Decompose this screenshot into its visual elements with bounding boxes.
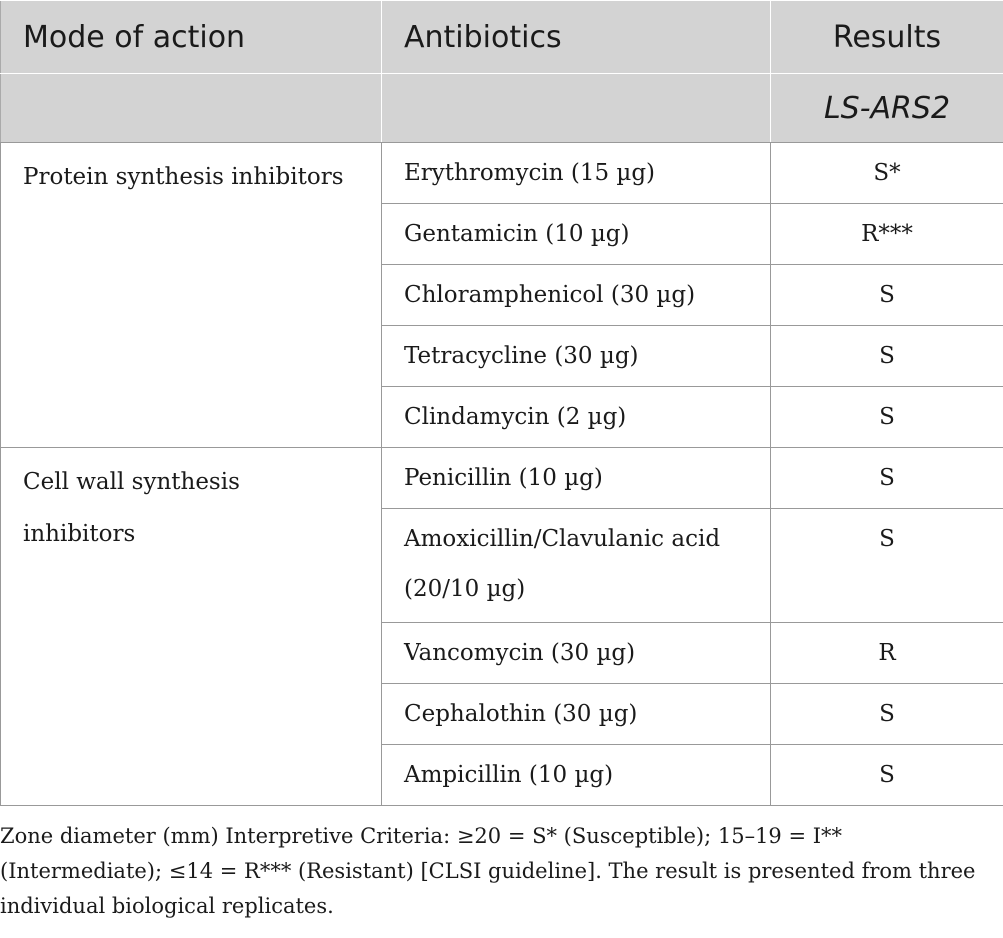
antibiotic-cell: Erythromycin (15 µg): [382, 143, 771, 204]
antibiotic-cell: Ampicillin (10 µg): [382, 745, 771, 806]
antibiotic-cell: Clindamycin (2 µg): [382, 387, 771, 448]
result-cell: S*: [771, 143, 1003, 204]
antibiotic-cell: Penicillin (10 µg): [382, 448, 771, 509]
antibiotic-cell: Amoxicillin/Clavulanic acid (20/10 µg): [382, 509, 771, 623]
result-cell: S: [771, 448, 1003, 509]
result-cell: R: [771, 623, 1003, 684]
result-cell: S: [771, 326, 1003, 387]
result-cell: S: [771, 265, 1003, 326]
header-results: Results: [771, 1, 1003, 74]
result-cell: R***: [771, 204, 1003, 265]
antibiotic-cell: Tetracycline (30 µg): [382, 326, 771, 387]
result-cell: S: [771, 509, 1003, 623]
antibiotic-cell: Chloramphenicol (30 µg): [382, 265, 771, 326]
antibiotic-cell: Vancomycin (30 µg): [382, 623, 771, 684]
antibiotic-cell: Cephalothin (30 µg): [382, 684, 771, 745]
result-cell: S: [771, 745, 1003, 806]
antibiotic-cell: Gentamicin (10 µg): [382, 204, 771, 265]
header-mode-of-action: Mode of action: [1, 1, 382, 74]
table-row: [1, 448, 1003, 509]
subheader-empty-1: [1, 74, 382, 143]
result-cell: S: [771, 387, 1003, 448]
table-footnote: Zone diameter (mm) Interpretive Criteria: ≥20 = S* (Susceptible); 15–19 = I** (Intermediate); ≤14 = R*** (Resistant) [CLSI guideline]. The result is presented from three individual biological replicates.: [0, 824, 976, 918]
mode-cell: Protein synthesis inhibitors: [1, 143, 382, 448]
header-antibiotics: Antibiotics: [382, 1, 771, 74]
table-row: [1, 143, 1003, 204]
header-row: [1, 1, 1003, 74]
subheader-row: [1, 74, 1003, 143]
mode-cell: Cell wall synthesis inhibitors: [1, 448, 382, 806]
subheader-strain: LS-ARS2: [771, 74, 1003, 143]
result-cell: S: [771, 684, 1003, 745]
subheader-empty-2: [382, 74, 771, 143]
